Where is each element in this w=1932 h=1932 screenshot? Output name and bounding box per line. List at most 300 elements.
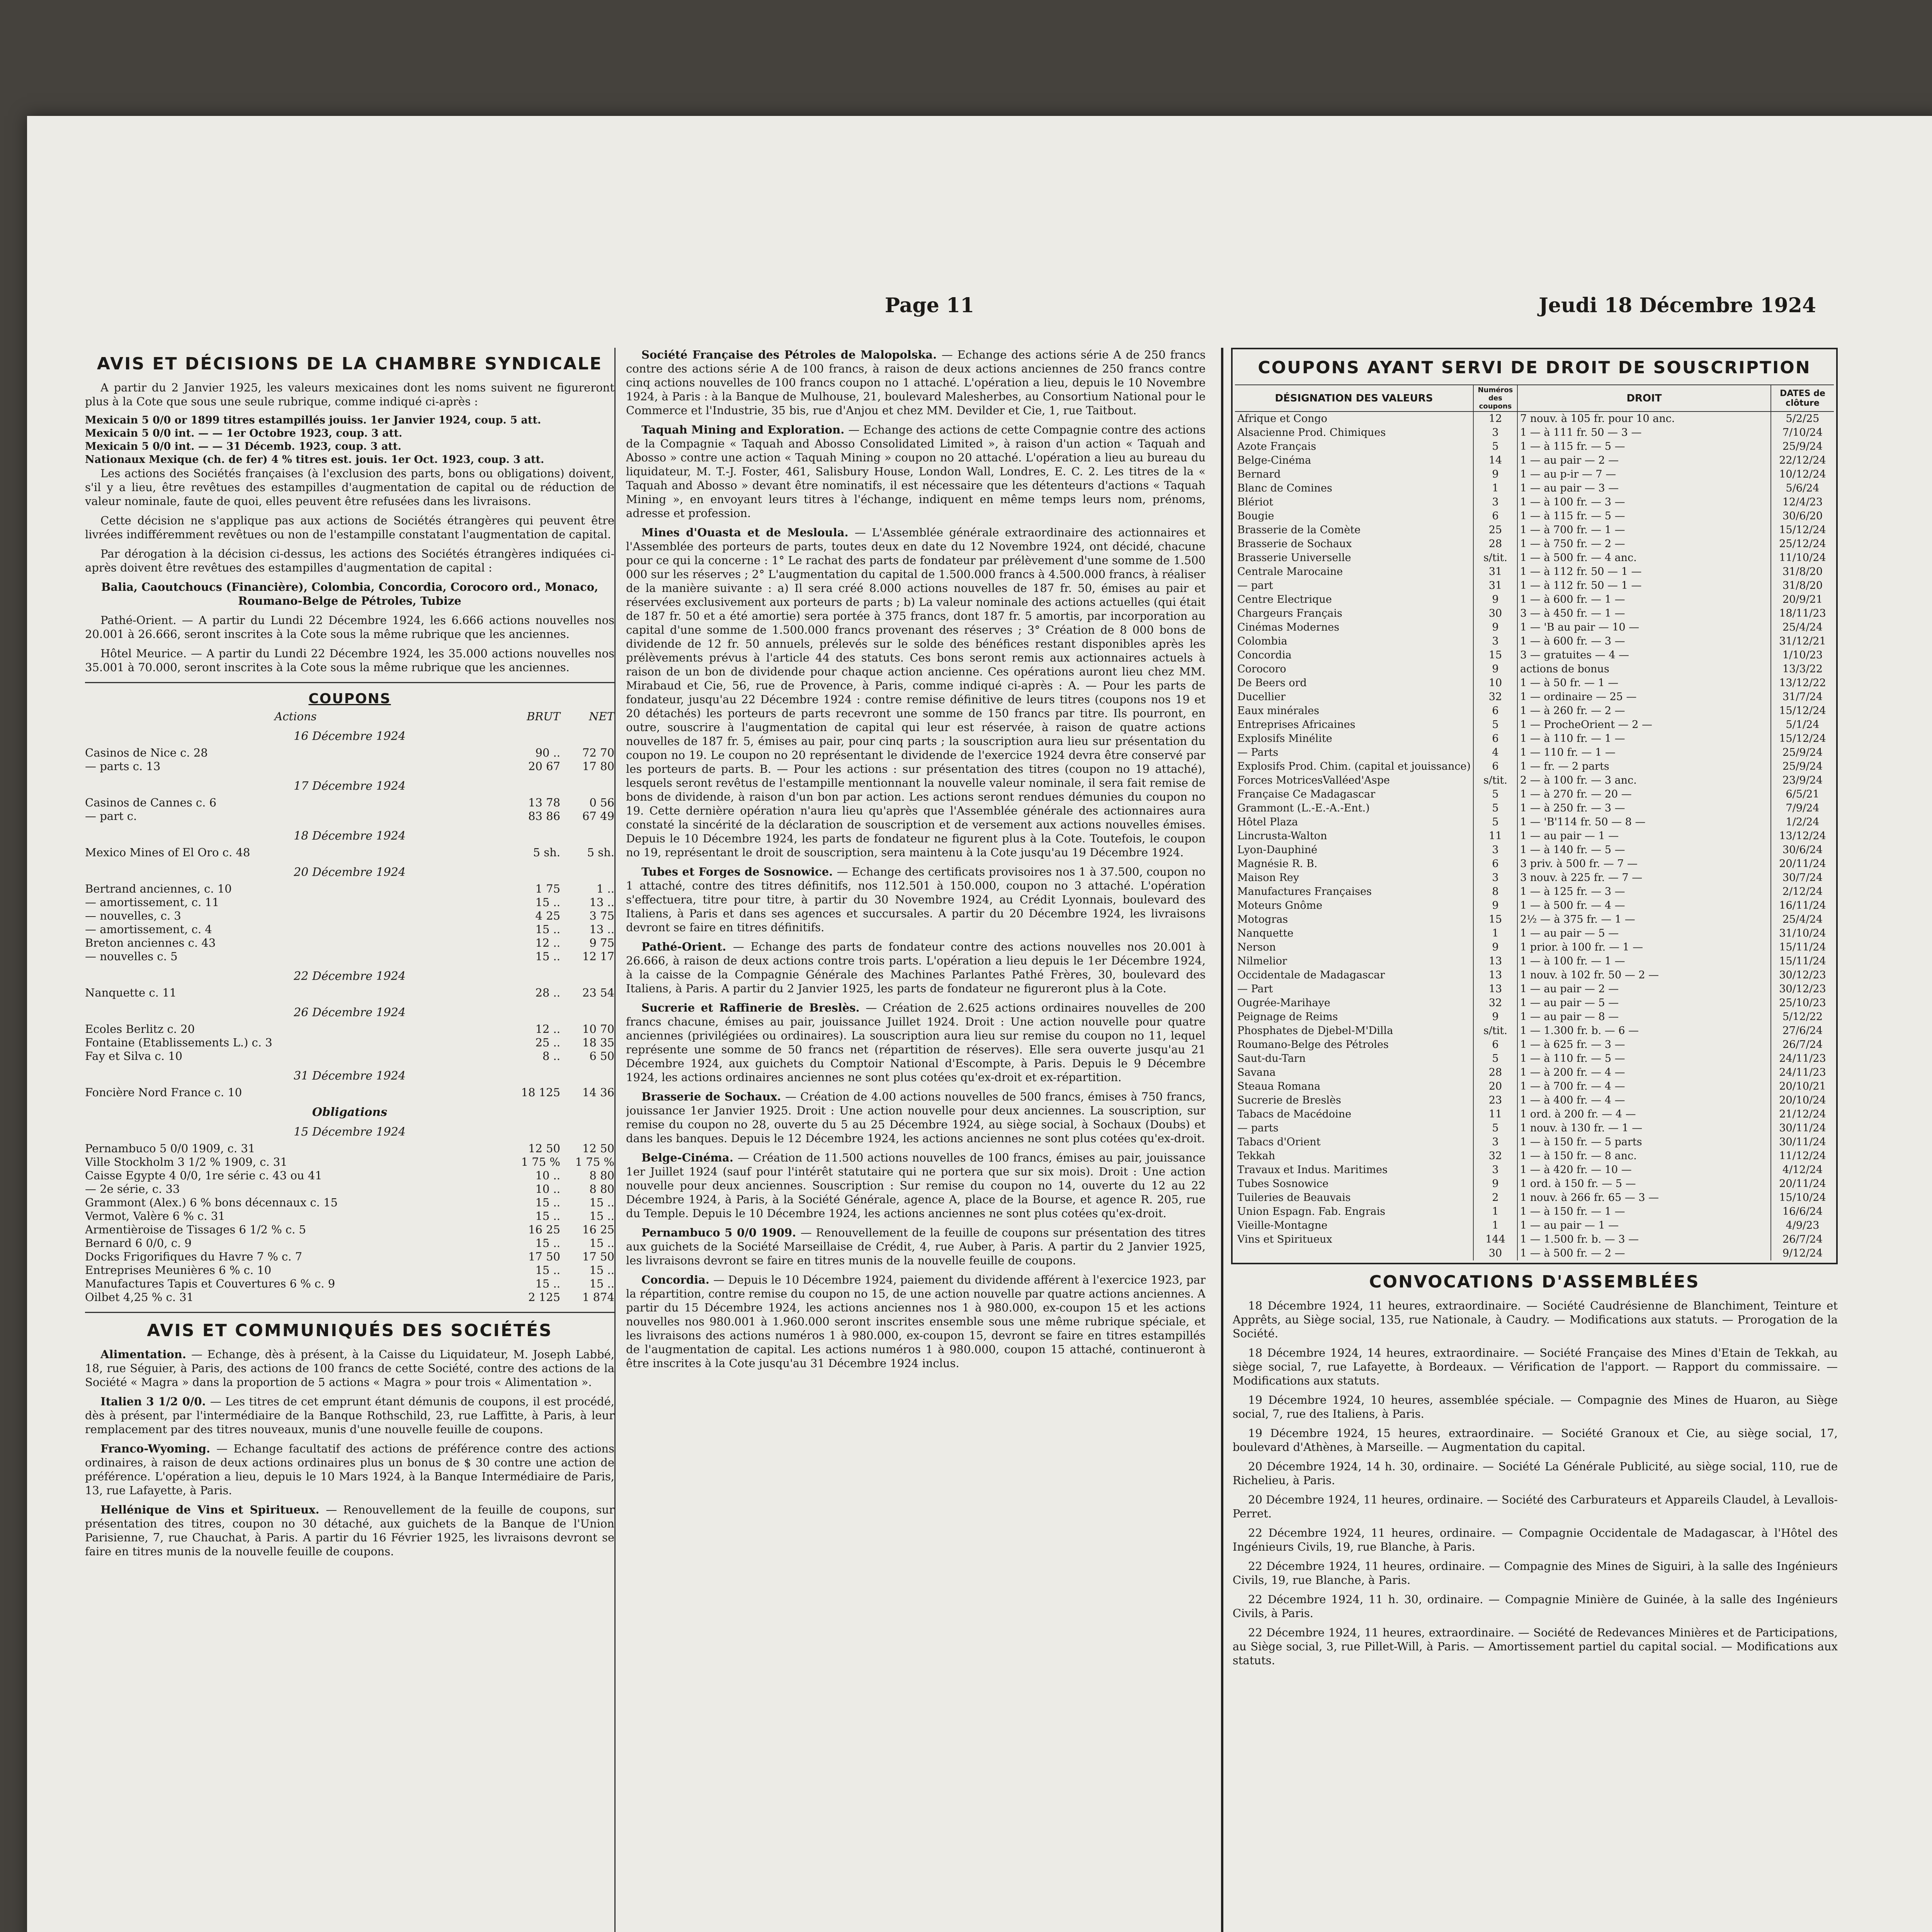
table-cell: 3 [1473, 1163, 1517, 1177]
coupon-name: — nouvelles c. 5 [85, 950, 178, 963]
chambre-title: AVIS ET DÉCISIONS DE LA CHAMBRE SYNDICALE [97, 354, 603, 374]
coupon-name: Casinos de Cannes c. 6 [85, 796, 217, 809]
table-cell: 1 — à 600 fr. — 1 — [1517, 593, 1771, 607]
table-cell: 8 [1473, 885, 1517, 899]
table-cell: 1/10/23 [1771, 648, 1834, 662]
table-cell: 9 [1473, 940, 1517, 954]
table-cell: Roumano-Belge des Pétroles [1237, 1039, 1389, 1051]
table-row [1235, 885, 1834, 899]
convocation-item: 19 Décembre 1924, 10 heures, assemblée spéciale. — Compagnie des Mines de Huaron, au Siège social, 7, rue des Italiens, à Paris. [1233, 1393, 1838, 1420]
table-row [1235, 982, 1834, 996]
coupon-brut: 15 .. [535, 950, 560, 963]
table-cell: 1 — à 500 fr. — 2 — [1517, 1247, 1771, 1260]
table-cell: Lincrusta-Walton [1237, 830, 1327, 842]
chambre-p4b: Balia, Caoutchoucs (Financière), Colombia, Concordia, Corocoro ord., Monaco, Roumano-Belge de Pétroles, Tubize [101, 580, 599, 607]
table-row [1235, 1247, 1834, 1260]
table-cell: 22/12/24 [1771, 454, 1834, 468]
table-cell: 4/12/24 [1771, 1163, 1834, 1177]
table-cell: 1 — à 115 fr. — 5 — [1517, 509, 1771, 523]
coupon-net: 0 56 [589, 796, 614, 809]
oblig-row [85, 1264, 614, 1277]
table-cell: 5 [1473, 1052, 1517, 1066]
convocation-item: 22 Décembre 1924, 11 h. 30, ordinaire. — Compagnie Minière de Guinée, à la salle des Ingénieurs Civils, à Paris. [1233, 1593, 1838, 1620]
table-cell: 1 — au pair — 8 — [1517, 1010, 1771, 1024]
table-cell: Union Espagn. Fab. Engrais [1237, 1206, 1386, 1218]
table-cell: 7 nouv. à 105 fr. pour 10 anc. [1517, 412, 1771, 426]
oblig-brut: 12 50 [528, 1142, 560, 1155]
table-cell: 2 [1473, 1191, 1517, 1205]
coupon-date: 17 Décembre 1924 [294, 779, 406, 793]
convocation-item: 22 Décembre 1924, 11 heures, ordinaire. — Compagnie Occidentale de Madagascar, à l'Hôtel des Ingénieurs Civils, 19, rue Blanche, à Paris. [1233, 1526, 1838, 1553]
coupon-name: Breton anciennes c. 43 [85, 936, 216, 949]
table-cell: 5 [1473, 815, 1517, 829]
table-cell: 9 [1473, 1010, 1517, 1024]
table-cell: 5/6/24 [1771, 481, 1834, 495]
table-cell: 9 [1473, 662, 1517, 676]
table-cell: 9 [1473, 1177, 1517, 1191]
coupon-brut: 18 125 [521, 1086, 560, 1099]
table-cell: 1 — au pair — 5 — [1517, 996, 1771, 1010]
table-cell: 1 — au pair — 1 — [1517, 829, 1771, 843]
table-row [1235, 1107, 1834, 1121]
table-cell: 9 [1473, 593, 1517, 607]
table-row [1235, 718, 1834, 732]
table-cell: 1 — à 112 fr. 50 — 1 — [1517, 565, 1771, 579]
table-cell: actions de bonus [1517, 662, 1771, 676]
notice-name: Tubes et Forges de Sosnowice. [641, 865, 837, 878]
table-cell: 1 — au pair — 1 — [1517, 1219, 1771, 1233]
table-cell: Bougie [1237, 510, 1274, 522]
table-cell: 3 — gratuites — 4 — [1517, 648, 1771, 662]
table-row [1235, 732, 1834, 746]
oblig-net: 8 80 [589, 1169, 614, 1182]
table-cell: 1 — à 100 fr. — 1 — [1517, 954, 1771, 968]
coupon-net: 3 75 [589, 909, 614, 922]
coupon-row [85, 746, 614, 760]
coupon-brut: 28 .. [535, 986, 560, 999]
table-cell: 9/12/24 [1771, 1247, 1834, 1260]
table-cell: 6 [1473, 857, 1517, 871]
convocation-item: 20 Décembre 1924, 11 heures, ordinaire. — Société des Carburateurs et Appareils Claudel, à Levallois-Perret. [1233, 1493, 1838, 1520]
oblig-brut: 15 .. [535, 1264, 560, 1277]
table-cell: 6/5/21 [1771, 787, 1834, 801]
table-cell: 1 — à 270 fr. — 20 — [1517, 787, 1771, 801]
table-cell: 1 nouv. à 102 fr. 50 — 2 — [1517, 968, 1771, 982]
table-cell: 32 [1473, 690, 1517, 704]
coupon-name: — part c. [85, 810, 137, 823]
coupon-row [85, 810, 614, 823]
table-cell: 5/12/22 [1771, 1010, 1834, 1024]
avis-title: AVIS ET COMMUNIQUÉS DES SOCIÉTÉS [147, 1321, 553, 1340]
oblig-name: Vermot, Valère 6 % c. 31 [85, 1209, 225, 1223]
page-date: Jeudi 18 Décembre 1924 [1539, 294, 1816, 317]
oblig-row [85, 1142, 614, 1155]
table-cell: 24/11/23 [1771, 1052, 1834, 1066]
coupon-name: Fontaine (Etablissements L.) c. 3 [85, 1036, 272, 1049]
coupon-brut: 1 75 [535, 882, 560, 895]
oblig-brut: 15 .. [535, 1209, 560, 1223]
table-cell: 1 — à 100 fr. — 3 — [1517, 495, 1771, 509]
table-cell: 3 priv. à 500 fr. — 7 — [1517, 857, 1771, 871]
table-cell: 1 — à 600 fr. — 3 — [1517, 634, 1771, 648]
table-cell: Peignage de Reims [1237, 1011, 1338, 1023]
notice-item: Tubes et Forges de Sosnowice. — Echange des certificats provisoires nos 1 à 37.500, coupon no 1 attaché, contre des titres définitifs, nos 112.501 à 150.000, coupon no 3 attaché. L'opération s'effectuera, titre pour titre, à partir du 30 Novembre 1924, au Crédit Lyonnais, boulevard des Italiens, à Paris et dans ses agences et succursales. A partir du 20 Décembre 1924, les livraisons devront se faire en titres définitifs. [626, 865, 1206, 934]
avis-item: Alimentation. — Echange, dès à présent, à la Caisse du Liquidateur, M. Joseph Labbé, 18, rue Séguier, à Paris, des actions de 100 francs de cette Société, contre des actions de la Société « Magra » dans la proportion de 5 actions « Magra » pour trois « Alimentation ». [85, 1348, 614, 1389]
table-cell: 2/12/24 [1771, 885, 1834, 899]
table-cell: 3 [1473, 843, 1517, 857]
coupon-brut: 15 .. [535, 923, 560, 936]
table-row [1235, 704, 1834, 718]
oblig-brut: 15 .. [535, 1196, 560, 1209]
table-cell: Afrique et Congo [1237, 413, 1328, 425]
table-cell: 1 nouv. à 266 fr. 65 — 3 — [1517, 1191, 1771, 1205]
table-row [1235, 634, 1834, 648]
chambre-p2: Les actions des Sociétés françaises (à l'exclusion des parts, bons ou obligations) doivent, s'il y a lieu, être revêtues des estampilles d'augmentation de capital ou de réduction de valeur nominale, faute de quoi, elles peuvent être refusées dans les livraisons. [85, 467, 614, 508]
table-cell: 15/12/24 [1771, 704, 1834, 718]
coupon-row [85, 936, 614, 950]
notice-item: Concordia. — Depuis le 10 Décembre 1924, paiement du dividende afférent à l'exercice 1923, par la répartition, contre remise du coupon no 15, de une action nouvelle par quatre actions anciennes. A partir du 15 Décembre 1924, les actions anciennes nos 1 à 980.000, ex-coupon 15 et les actions nouvelles nos 980.001 à 1.960.000 seront inscrites ensemble sous une même rubrique spéciale, et les livraisons des actions numéros 1 à 980.000, ex-coupon 15, devront se faire en titres estampillés de l'augmentation de capital. Les actions numéros 1 à 980.000, coupon 15 attaché, continueront à être inscrites à la Cote jusqu'au 31 Décembre 1924 inclus. [626, 1273, 1206, 1370]
table-cell: 5 [1473, 1121, 1517, 1135]
table-cell: Centrale Marocaine [1237, 566, 1343, 578]
chambre-p6: Hôtel Meurice. — A partir du Lundi 22 Décembre 1924, les 35.000 actions nouvelles nos 35.001 à 70.000, seront inscrites à la Cote sous la même rubrique que les anciennes. [85, 647, 614, 674]
table-cell: Lyon-Dauphiné [1237, 844, 1318, 856]
table-cell: Centre Electrique [1237, 594, 1332, 605]
table-cell: Ducellier [1237, 691, 1286, 703]
table-cell: 3 [1473, 1135, 1517, 1149]
notice-name: Société Française des Pétroles de Malopolska. [641, 348, 942, 361]
table-cell: 1 — ordinaire — 25 — [1517, 690, 1771, 704]
notice-item: Belge-Cinéma. — Création de 11.500 actions nouvelles de 100 francs, émises au pair, jouissance 1er Juillet 1924 (sauf pour l'intérêt statutaire qui ne portera que sur six mois). Droit : Une action nouvelle pour deux anciennes. Souscription : Sur remise du coupon no 14, ouverte du 12 au 22 Décembre 1924, à Paris, à la Société Générale, agence A, place de la Bourse, et agence R. 205, rue du Temple. Depuis le 10 Décembre 1924, les actions anciennes ne sont plus cotées qu'ex-droit. [626, 1151, 1206, 1220]
notice-item: Brasserie de Sochaux. — Création de 4.00 actions nouvelles de 500 francs, émises à 750 francs, jouissance 1er Janvier 1925. Droit : Une action nouvelle pour deux anciennes. La souscription, sur remise du coupon no 28, ouverte du 5 au 25 Décembre 1924, au siège social, à Sochaux (Doubs) et dans les banques. Depuis le 12 Décembre 1924, les actions anciennes ne sont plus cotées qu'ex-droit. [626, 1090, 1206, 1145]
table-cell: Azote Français [1237, 440, 1316, 452]
table-row [1235, 412, 1834, 426]
table-cell: 7/10/24 [1771, 426, 1834, 440]
notice-item: Pathé-Orient. — Echange des parts de fondateur contre des actions nouvelles nos 20.001 à 26.666, à raison de deux actions contre trois parts. L'opération a lieu depuis le 1er Décembre 1924, à la caisse de la Compagnie Générale des Machines Parlantes Pathé Frères, 30, boulevard des Italiens, à Paris. A partir du 2 Janvier 1925, les parts de fondateur ne figureront plus à la Cote. [626, 940, 1206, 995]
table-cell: Grammont (L.-E.-A.-Ent.) [1237, 802, 1370, 814]
coupon-name: Casinos de Nice c. 28 [85, 746, 208, 759]
table-cell: 1 — à 110 fr. — 5 — [1517, 1052, 1771, 1066]
table-cell: 15/11/24 [1771, 954, 1834, 968]
coupon-brut: 25 .. [535, 1036, 560, 1049]
oblig-net: 15 .. [589, 1236, 614, 1250]
oblig-name: Docks Frigorifiques du Havre 7 % c. 7 [85, 1250, 303, 1263]
table-cell: 1 — à 750 fr. — 2 — [1517, 537, 1771, 551]
oblig-net: 15 .. [589, 1277, 614, 1290]
notice-name: Hellénique de Vins et Spiritueux. [100, 1503, 326, 1516]
table-cell: 20/9/21 [1771, 593, 1834, 607]
table-row [1235, 1233, 1834, 1247]
table-row [1235, 996, 1834, 1010]
table-cell: 3 nouv. à 225 fr. — 7 — [1517, 871, 1771, 885]
table-cell: 13/12/22 [1771, 676, 1834, 690]
table-cell: 23 [1473, 1094, 1517, 1107]
table-cell: 5 [1473, 718, 1517, 732]
table-row [1235, 913, 1834, 927]
souscription-table: DÉSIGNATION DES VALEURS Numéros des coupons DROIT DATES de clôture Afrique et Congo 12 7 nouv. à 105 fr. pour 10 anc. 5/2/25 Alsacienne Prod. Chimiques 3 1 — à 111 fr. 50 — 3 — 7/10/24 Azote Français 5 1 — à 115 fr. — 5 — 25/9/24 Belge-Cinéma 14 1 — au pair — 2 — 22/12/24 Bernard 9 1 — au p-ir — 7 — 10/12/24 Blanc de Comines 1 1 — au pair — 3 — 5/6/24 Blériot 3 1 — à 100 fr. — 3 — 12/4/23 Bougie 6 1 — à 115 fr. — 5 — 30/6/20 Brasserie de la Comète 25 1 — à 700 fr. — 1 — 15/12/24 Brasserie de Sochaux 28 1 — à 750 fr. — 2 — 25/12/24 Brasserie Universelle s/tit. 1 — à 500 fr. — 4 anc. 11/10/24 Centrale Marocaine 31 1 — à 112 fr. 50 — 1 — 31/8/20 — part 31 1 — à 112 fr. 50 — 1 — 31/8/20 Centre Electrique 9 1 — à 600 fr. — 1 — 20/9/21 Chargeurs Français 30 3 — à 450 fr. — 1 — 18/11/23 Cinémas Modernes 9 1 — 'B au pair — 10 — 25/4/24 Colombia 3 1 — à 600 fr. — 3 — 31/12/21 Concordia 15 3 — gratuites — 4 — 1/10/23 Corocoro 9 actions de bonus 13/3/22 De Beers ord 10 1 — à 50 fr. — 1 — 13/12/22 Ducellier 32 1 — ordinaire — 25 — 31/7/24 Eaux minérales 6 1 — à 260 fr. — 2 — 15/12/24 Entreprises Africaines 5 1 — ProcheOrient — 2 — 5/1/24 Explosifs Minélite 6 1 — à 110 fr. — 1 — 15/12/24 — Parts 4 1 — 110 fr. — 1 — 25/9/24 Explosifs Prod. Chim. (capital et jouissance) 6 1 — fr. — 2 parts 25/9/24 Forces MotricesValléed'Aspe s/tit. 2 — à 100 fr. — 3 anc. 23/9/24 Française Ce Madagascar 5 1 — à 270 fr. — 20 — 6/5/21 Grammont (L.-E.-A.-Ent.) 5 1 — à 250 fr. — 3 — 7/9/24 Hôtel Plaza 5 1 — 'B'114 fr. 50 — 8 — 1/2/24 Lincrusta-Walton 11 1 — au pair — 1 — 13/12/24 Lyon-Dauphiné 3 1 — à 140 fr. — 5 — 30/6/24 Magnésie R. B. 6 3 priv. à 500 fr. — 7 — 20/11/24 Maison Rey 3 3 nouv. à 225 fr. — 7 — 30/7/24 Manufactures Françaises 8 1 — à 125 fr. — 3 — 2/12/24 Moteurs Gnôme 9 1 — à 500 fr. — 4 — 16/11/24 Motogras 15 2½ — à 375 fr. — 1 — 25/4/24 Nanquette 1 1 — au pair — 5 — 31/10/24 Nerson 9 1 prior. à 100 fr. — 1 — 15/11/24 Nilmelior 13 1 — à 100 fr. — 1 — 15/11/24 Occidentale de Madagascar 13 1 nouv. à 102 fr. 50 — 2 — 30/12/23 — Part 13 1 — au pair — 2 — 30/12/23 Ougrée-Marihaye 32 1 — au pair — 5 — 25/10/23 Peignage de Reims 9 1 — au pair — 8 — 5/12/22 Phosphates de Djebel-M'Dilla s/tit. 1 — 1.300 fr. b. — 6 — 27/6/24 Roumano-Belge des Pétroles 6 1 — à 625 fr. — 3 — 26/7/24 Saut-du-Tarn 5 1 — à 110 fr. — 5 — 24/11/23 Savana 28 1 — à 200 fr. — 4 — 24/11/23 Steaua Romana 20 1 — à 700 fr. — 4 — 20/10/21 Sucrerie de Breslès 23 1 — à 400 fr. — 4 — 20/10/24 Tabacs de Macédoine 11 1 ord. à 200 fr. — 4 — 21/12/24 — parts 5 1 nouv. à 130 fr. — 1 — 30/11/24 Tabacs d'Orient 3 1 — à 150 fr. — 5 parts 30/11/24 Tekkah 32 1 — à 150 fr. — 8 anc. 11/12/24 Travaux et Indus. Maritimes 3 1 — à 420 fr. — 10 — 4/12/24 Tubes Sosnowice 9 1 ord. à 150 fr. — 5 — 20/11/24 Tuileries de Beauvais 2 1 nouv. à 266 fr. 65 — 3 — 15/10/24 Union Espagn. Fab. Engrais 1 1 — à 150 fr. — 1 — 16/6/24 Vieille-Montagne 1 1 — au pair — 1 — 4/9/23 Vins et Spiritueux 144 1 — 1.500 fr. b. — 3 — 26/7/24 30 1 — à 500 fr. — 2 — 9/12/24 [1235, 384, 1834, 1260]
table-cell: 13 [1473, 954, 1517, 968]
coupon-brut: 13 78 [528, 796, 560, 809]
notice-item: Société Française des Pétroles de Malopolska. — Echange des actions série A de 250 francs contre des actions série A de 100 francs, à raison de deux actions anciennes de 250 francs contre cinq actions nouvelles de 100 francs coupon no 1 attaché. L'opération a lieu, depuis le 10 Novembre 1924, à Paris : à la Banque de Mulhouse, 21, boulevard Malesherbes, au Consortium National pour le Commerce et l'Industrie, 35 bis, rue d'Anjou et chez MM. Devilder et Cie, 1, rue Taitbout. [626, 348, 1206, 417]
table-cell: Hôtel Plaza [1237, 816, 1298, 828]
oblig-name: Manufactures Tapis et Couvertures 6 % c. 9 [85, 1277, 335, 1290]
table-cell: Magnésie R. B. [1237, 858, 1318, 870]
table-cell: 28 [1473, 537, 1517, 551]
table-cell: 1 [1473, 481, 1517, 495]
table-cell: 1 — au pair — 2 — [1517, 982, 1771, 996]
table-row [1235, 843, 1834, 857]
table-row [1235, 1038, 1834, 1052]
coupon-name: Bertrand anciennes, c. 10 [85, 882, 232, 895]
table-row [1235, 968, 1834, 982]
oblig-name: Bernard 6 0/0, c. 9 [85, 1236, 192, 1250]
coupon-net: 18 35 [582, 1036, 614, 1049]
coupon-name: — amortissement, c. 4 [85, 923, 212, 936]
table-row [1235, 1066, 1834, 1080]
coupon-net: 17 80 [582, 760, 614, 773]
table-row [1235, 523, 1834, 537]
table-cell: Ougrée-Marihaye [1237, 997, 1330, 1009]
page-number: Page 11 [885, 294, 975, 317]
table-cell: Tekkah [1237, 1150, 1276, 1162]
table-cell: 13/12/24 [1771, 829, 1834, 843]
coupon-brut: 90 .. [535, 746, 560, 759]
table-cell: 27/6/24 [1771, 1024, 1834, 1038]
table-cell: 15 [1473, 648, 1517, 662]
mexican-item: Mexicain 5 0/0 int. — — 31 Décemb. 1923, coup. 3 att. [85, 440, 401, 452]
table-cell: 25/4/24 [1771, 913, 1834, 927]
table-cell: 31/7/24 [1771, 690, 1834, 704]
table-cell: 1 — à 200 fr. — 4 — [1517, 1066, 1771, 1080]
oblig-name: Armentièroise de Tissages 6 1/2 % c. 5 [85, 1223, 306, 1236]
oblig-net: 15 .. [589, 1264, 614, 1277]
table-cell: 4/9/23 [1771, 1219, 1834, 1233]
table-row [1235, 1191, 1834, 1205]
table-row [1235, 760, 1834, 774]
table-cell: s/tit. [1473, 1024, 1517, 1038]
table-cell: Belge-Cinéma [1237, 454, 1311, 466]
table-cell: 31/8/20 [1771, 579, 1834, 593]
table-cell: 1 — fr. — 2 parts [1517, 760, 1771, 774]
coupon-name: Mexico Mines of El Oro c. 48 [85, 846, 250, 859]
table-cell: Brasserie de Sochaux [1237, 538, 1352, 550]
coupons-header: Actions BRUT NET [274, 710, 614, 723]
table-cell: Maison Rey [1237, 872, 1299, 884]
convocation-item: 22 Décembre 1924, 11 heures, extraordinaire. — Société de Redevances Minières et de Participations, au Siège social, 3, rue Pillet-Will, à Paris. — Amortissement partiel du capital social. — Modifications aux statuts. [1233, 1626, 1838, 1667]
oblig-net: 16 25 [582, 1223, 614, 1236]
table-cell: 13 [1473, 982, 1517, 996]
chambre-p4: Par dérogation à la décision ci-dessus, les actions des Sociétés étrangères indiquées ci-après doivent être revêtues des estampilles d'augmentation de capital : [85, 547, 614, 574]
notice-name: Mines d'Ouasta et de Mesloula. [641, 526, 855, 539]
coupon-net: 1 .. [596, 882, 614, 895]
table-cell: 24/11/23 [1771, 1066, 1834, 1080]
table-cell: 25/9/24 [1771, 440, 1834, 454]
table-cell: 9 [1473, 621, 1517, 634]
coupon-name: Fay et Silva c. 10 [85, 1049, 182, 1063]
coupon-name: — parts c. 13 [85, 760, 161, 773]
table-cell: Vieille-Montagne [1237, 1219, 1328, 1231]
oblig-name: — 2e série, c. 33 [85, 1182, 180, 1196]
table-cell: Explosifs Prod. Chim. (capital et jouissance) [1237, 760, 1471, 772]
table-cell: Cinémas Modernes [1237, 621, 1340, 633]
table-cell: 21/12/24 [1771, 1107, 1834, 1121]
oblig-name: Oilbet 4,25 % c. 31 [85, 1291, 194, 1304]
oblig-row [85, 1209, 614, 1223]
notice-name: Brasserie de Sochaux. [641, 1090, 786, 1103]
table-cell: 11/10/24 [1771, 551, 1834, 565]
coupon-row [85, 846, 614, 859]
oblig-name: Caisse Egypte 4 0/0, 1re série c. 43 ou 41 [85, 1169, 322, 1182]
table-row [1235, 565, 1834, 579]
oblig-row [85, 1196, 614, 1209]
table-cell: 1 [1473, 1205, 1517, 1219]
oblig-brut: 10 .. [535, 1169, 560, 1182]
oblig-brut: 17 50 [528, 1250, 560, 1263]
table-cell: 13/3/22 [1771, 662, 1834, 676]
coupon-row [85, 950, 614, 963]
table-cell: Nilmelior [1237, 955, 1287, 967]
coupon-date: 22 Décembre 1924 [294, 969, 406, 983]
table-cell: 9 [1473, 468, 1517, 481]
table-cell: Eaux minérales [1237, 705, 1320, 717]
table-row [1235, 593, 1834, 607]
column-middle [626, 348, 1206, 1932]
table-row [1235, 621, 1834, 634]
coupons-title: COUPONS [308, 691, 391, 707]
table-cell: 25/4/24 [1771, 621, 1834, 634]
oblig-net: 15 .. [589, 1209, 614, 1223]
notice-item: Taquah Mining and Exploration. — Echange des actions de cette Compagnie contre des actions de la Compagnie « Taquah and Abosso Consolidated Limited », à raison d'un action « Taquah and Abosso » contre une action « Taquah Mining » coupon no 20 attaché. L'opération a lieu au bureau du liquidateur, M. T.-J. Foster, 461, Salisbury House, London Wall, Londres, E. C. 2. Les titres de la « Taquah and Abosso » devant être nominatifs, il est nécessaire que les détenteurs d'actions « Taquah Mining », en envoyant leurs titres à l'échange, indiquent en même temps leurs nom, prénoms, adresse et profession. [626, 423, 1206, 520]
table-cell: 31/10/24 [1771, 927, 1834, 940]
table-row [1235, 899, 1834, 913]
table-row [1235, 509, 1834, 523]
convocation-item: 20 Décembre 1924, 14 h. 30, ordinaire. — Société La Générale Publicité, au siège social, 110, rue de Richelieu, à Paris. [1233, 1460, 1838, 1487]
table-cell: Bernard [1237, 468, 1281, 480]
table-cell: Tubes Sosnowice [1237, 1178, 1329, 1190]
table-cell: 7/9/24 [1771, 801, 1834, 815]
table-cell: 1 — à 50 fr. — 1 — [1517, 676, 1771, 690]
oblig-net: 12 50 [582, 1142, 614, 1155]
coupon-brut: 12 .. [535, 1022, 560, 1036]
table-cell: 1 — à 420 fr. — 10 — [1517, 1163, 1771, 1177]
table-cell: Nerson [1237, 941, 1276, 953]
oblig-net: 1 75 % [575, 1155, 614, 1168]
table-cell: Tabacs d'Orient [1237, 1136, 1321, 1148]
table-cell: 32 [1473, 996, 1517, 1010]
table-cell: Moteurs Gnôme [1237, 900, 1323, 912]
table-cell: 20/10/21 [1771, 1080, 1834, 1094]
coupon-net: 12 17 [582, 950, 614, 963]
table-cell: — Parts [1237, 747, 1279, 759]
table-cell: Occidentale de Madagascar [1237, 969, 1385, 981]
table-cell: 5 [1473, 787, 1517, 801]
coupon-row [85, 796, 614, 810]
chambre-p5: Pathé-Orient. — A partir du Lundi 22 Décembre 1924, les 6.666 actions nouvelles nos 20.001 à 26.666, seront inscrites à la Cote sous la même rubrique que les anciennes. [85, 614, 614, 641]
coupon-name: — nouvelles, c. 3 [85, 909, 181, 922]
table-cell: Forces MotricesValléed'Aspe [1237, 774, 1390, 786]
table-cell: 5/1/24 [1771, 718, 1834, 732]
avis-item: Franco-Wyoming. — Echange facultatif des actions de préférence contre des actions ordinaires, à raison de deux actions ordinaires plus un bonus de $ 30 contre une action de préférence. L'opération a lieu, depuis le 10 Mars 1924, à la Banque Intermédiaire de Paris, 13, rue Lafayette, à Paris. [85, 1442, 614, 1497]
table-cell: Tabacs de Macédoine [1237, 1108, 1352, 1120]
table-cell: 1 — à 110 fr. — 1 — [1517, 732, 1771, 746]
table-cell: 30/6/20 [1771, 509, 1834, 523]
oblig-row [85, 1277, 614, 1291]
table-cell: 6 [1473, 760, 1517, 774]
convocation-item: 22 Décembre 1924, 11 heures, ordinaire. — Compagnie des Mines de Siguiri, à la salle des Ingénieurs Civils, 19, rue Blanche, à Paris. [1233, 1560, 1838, 1587]
table-row [1235, 579, 1834, 593]
table-cell: 30/6/24 [1771, 843, 1834, 857]
page-header [54, 294, 1816, 321]
table-cell: 1 — à 150 fr. — 8 anc. [1517, 1149, 1771, 1163]
table-row [1235, 426, 1834, 440]
table-cell: 5 [1473, 440, 1517, 454]
table-row [1235, 454, 1834, 468]
table-cell: — parts [1237, 1122, 1279, 1134]
table-cell: Phosphates de Djebel-M'Dilla [1237, 1025, 1393, 1037]
table-cell: 25/10/23 [1771, 996, 1834, 1010]
oblig-name: Pernambuco 5 0/0 1909, c. 31 [85, 1142, 255, 1155]
table-cell: 31 [1473, 579, 1517, 593]
table-cell: De Beers ord [1237, 677, 1307, 689]
table-cell: 15/12/24 [1771, 523, 1834, 537]
table-cell: 144 [1473, 1233, 1517, 1247]
chambre-p3: Cette décision ne s'applique pas aux actions de Sociétés étrangères qui peuvent être livrées indifféremment revêtues ou non de l'estampille constatant l'augmentation de capital. [85, 514, 614, 541]
table-cell: 1 — à 400 fr. — 4 — [1517, 1094, 1771, 1107]
table-cell: 1 [1473, 1219, 1517, 1233]
table-cell: 16/6/24 [1771, 1205, 1834, 1219]
oblig-net: 17 50 [582, 1250, 614, 1263]
table-cell: 23/9/24 [1771, 774, 1834, 787]
oblig-row [85, 1169, 614, 1182]
table-cell: 1 — à 700 fr. — 4 — [1517, 1080, 1771, 1094]
table-cell: 20/11/24 [1771, 857, 1834, 871]
table-cell [1235, 1247, 1473, 1260]
oblig-row [85, 1250, 614, 1264]
table-row [1235, 676, 1834, 690]
coupon-brut: 12 .. [535, 936, 560, 949]
notice-name: Pathé-Orient. [641, 940, 733, 953]
table-cell: 1 — à 260 fr. — 2 — [1517, 704, 1771, 718]
table-cell: Vins et Spiritueux [1237, 1233, 1332, 1245]
table-cell: 1 — 'B au pair — 10 — [1517, 621, 1771, 634]
coupon-date: 31 Décembre 1924 [294, 1069, 406, 1083]
table-row [1235, 774, 1834, 787]
table-cell: 12/4/23 [1771, 495, 1834, 509]
convocation-item: 18 Décembre 1924, 14 heures, extraordinaire. — Société Française des Mines d'Etain de Tekkah, au siège social, 7, rue Lafayette, à Bordeaux. — Vérification de l'apport. — Rapport du commissaire. — Modifications aux statuts. [1233, 1346, 1838, 1387]
table-cell: — Part [1237, 983, 1273, 995]
souscription-title: COUPONS AYANT SERVI DE DROIT DE SOUSCRIPTION [1258, 358, 1811, 378]
table-cell: Brasserie Universelle [1237, 552, 1351, 564]
oblig-brut: 16 25 [528, 1223, 560, 1236]
table-cell: 13 [1473, 968, 1517, 982]
notice-name: Sucrerie et Raffinerie de Breslès. [641, 1001, 866, 1014]
table-row [1235, 495, 1834, 509]
coupon-brut: 4 25 [535, 909, 560, 922]
table-cell: 1 — à 111 fr. 50 — 3 — [1517, 426, 1771, 440]
coupon-row [85, 1049, 614, 1063]
table-row [1235, 871, 1834, 885]
table-row [1235, 829, 1834, 843]
table-cell: 31 [1473, 565, 1517, 579]
coupon-row [85, 1022, 614, 1036]
oblig-list [85, 1142, 614, 1304]
table-row [1235, 1010, 1834, 1024]
table-cell: 28 [1473, 1066, 1517, 1080]
table-cell: 26/7/24 [1771, 1038, 1834, 1052]
table-row [1235, 1121, 1834, 1135]
table-cell: 1 [1473, 927, 1517, 940]
table-cell: Motogras [1237, 913, 1288, 925]
coupon-brut: 5 sh. [533, 846, 560, 859]
